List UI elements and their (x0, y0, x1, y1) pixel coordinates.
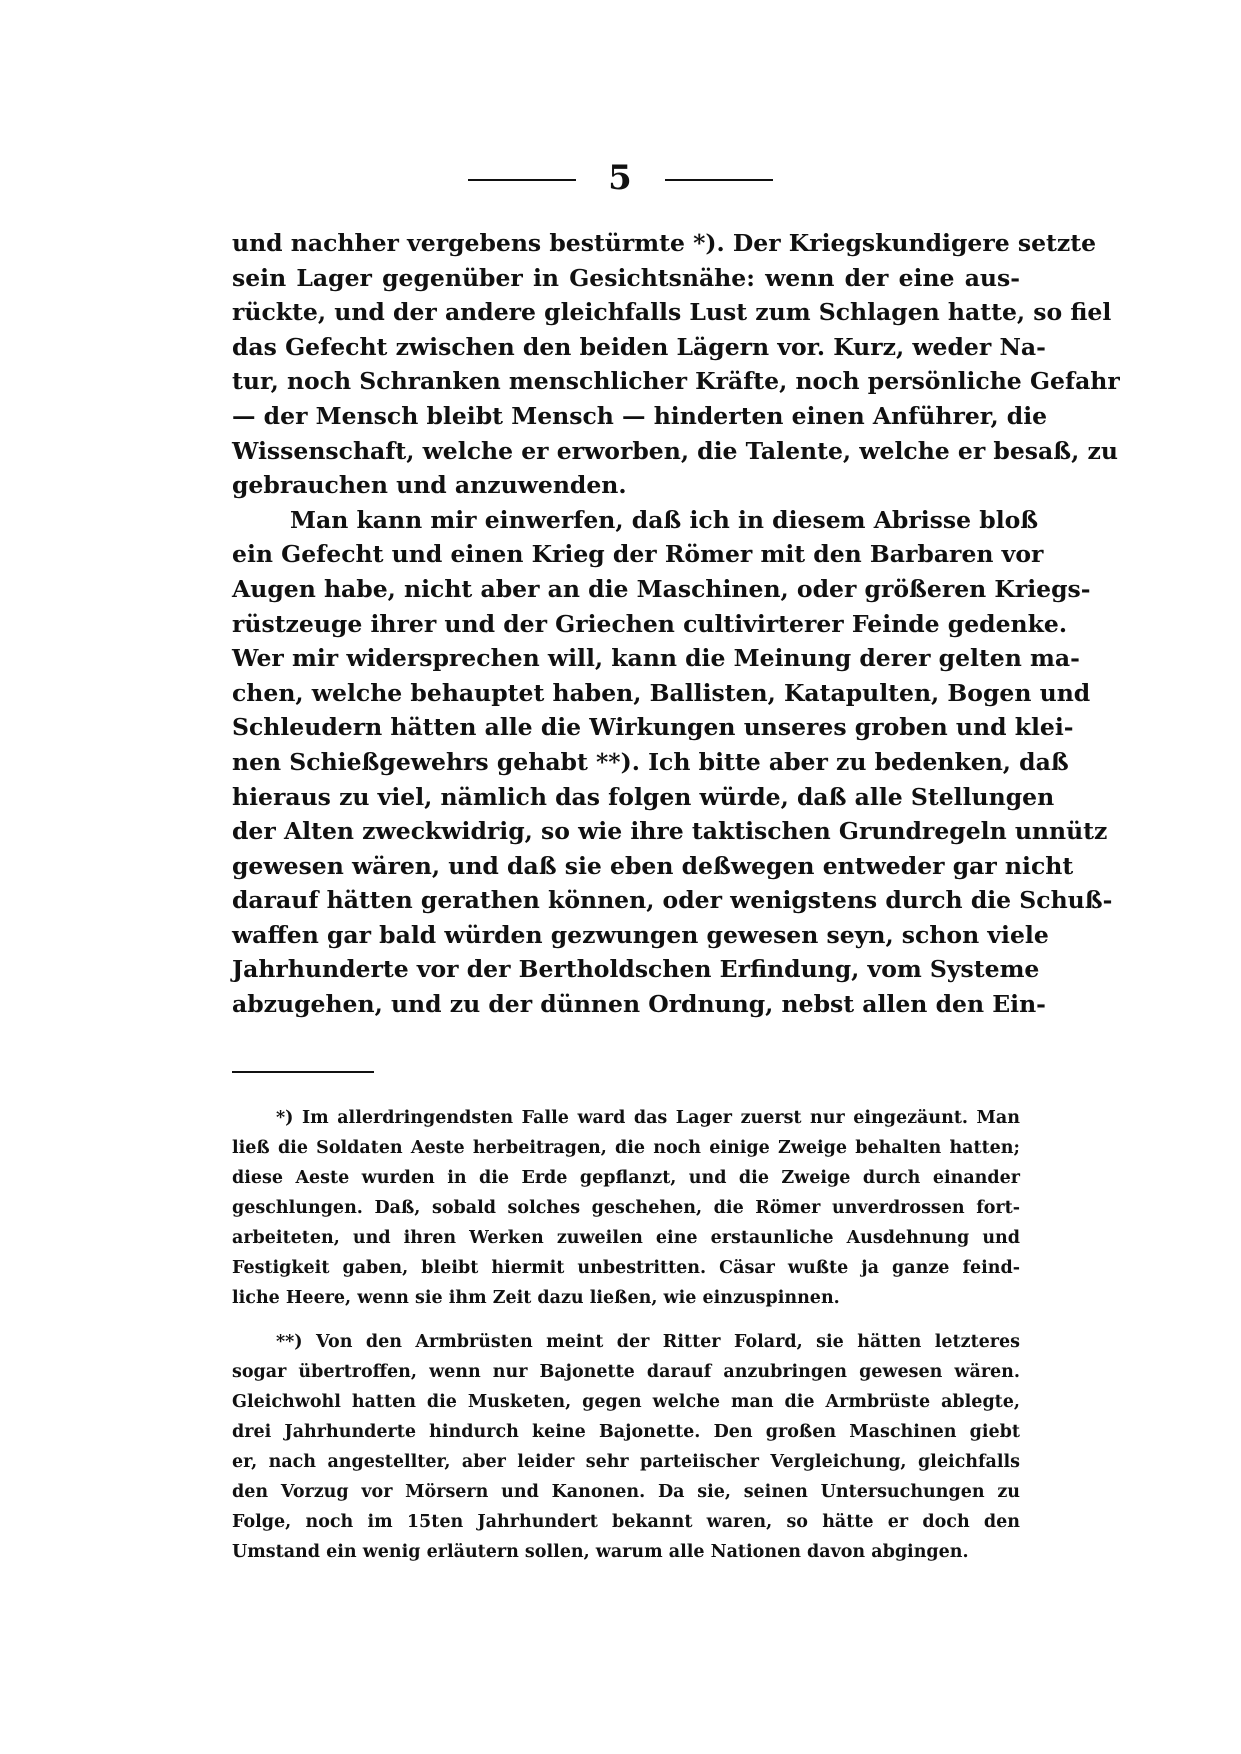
body-line: rüstzeuge ihrer und der Griechen cultivirterer Feinde gedenke. (232, 609, 1068, 638)
body-line: Schleudern hätten alle die Wirkungen unseres groben und klei- (232, 713, 1074, 742)
body-line: Jahrhunderte vor der Bertholdschen Erfindung, vom Systeme (232, 955, 1040, 984)
footnote-line: **) Von den Armbrüsten meint der Ritter Folard, sie hätten letzteres (276, 1332, 1020, 1352)
body-line: gebrauchen und anzuwenden. (232, 471, 627, 500)
page-number: 5 (608, 158, 632, 198)
footnote-line: sogar übertroffen, wenn nur Bajonette darauf anzubringen gewesen wären. (232, 1362, 1020, 1382)
header-rule-right (665, 179, 773, 181)
footnote-line: drei Jahrhunderte hindurch keine Bajonette. Den großen Maschinen giebt (232, 1422, 1020, 1442)
footnote-line: Folge, noch im 15ten Jahrhundert bekannt waren, so hätte er doch den (232, 1512, 1020, 1532)
body-line: und nachher vergebens bestürmte *). Der Kriegskundigere setzte (232, 229, 1097, 257)
body-line: Man kann mir einwerfen, daß ich in diesem Abrisse bloß (290, 505, 1039, 534)
footnote-line: Umstand ein wenig erläutern sollen, warum alle Nationen davon abgingen. (232, 1542, 969, 1562)
footnote-rule (232, 1071, 374, 1073)
footnote-line: arbeiteten, und ihren Werken zuweilen eine erstaunliche Ausdehnung und (232, 1228, 1020, 1248)
body-line: das Gefecht zwischen den beiden Lägern vor. Kurz, weder Na- (232, 332, 1046, 361)
body-line: Wissenschaft, welche er erworben, die Talente, welche er besaß, zu (232, 436, 1118, 465)
body-line: rückte, und der andere gleichfalls Lust zum Schlagen hatte, so fiel (232, 298, 1112, 327)
footnote-line: geschlungen. Daß, sobald solches geschehen, die Römer unverdrossen fort- (232, 1198, 1020, 1218)
footnotes (232, 1103, 1020, 1567)
footnote-line: den Vorzug vor Mörsern und Kanonen. Da sie, seinen Untersuchungen zu (232, 1482, 1020, 1502)
footnote-line: Gleichwohl hatten die Musketen, gegen welche man die Armbrüste ablegte, (232, 1392, 1020, 1412)
body-text (232, 226, 1120, 1022)
body-line: der Alten zweckwidrig, so wie ihre taktischen Grundregeln unnütz (232, 817, 1108, 846)
footnote-line: diese Aeste wurden in die Erde gepflanzt, und die Zweige durch einander (232, 1168, 1020, 1188)
body-line: Augen habe, nicht aber an die Maschinen, oder größeren Kriegs- (232, 574, 1091, 603)
body-line: waffen gar bald würden gezwungen gewesen seyn, schon viele (232, 920, 1049, 949)
body-line: darauf hätten gerathen können, oder wenigstens durch die Schuß- (232, 886, 1113, 915)
footnote-line: ließ die Soldaten Aeste herbeitragen, die noch einige Zweige behalten hatten; (232, 1138, 1020, 1158)
body-line: ein Gefecht und einen Krieg der Römer mit den Barbaren vor (232, 540, 1044, 569)
body-line: sein Lager gegenüber in Gesichtsnähe: wenn der eine aus- (232, 263, 1020, 292)
body-line: gewesen wären, und daß sie eben deßwegen entweder gar nicht (232, 851, 1074, 880)
body-line: chen, welche behauptet haben, Ballisten, Katapulten, Bogen und (232, 678, 1091, 707)
page-header (0, 158, 1241, 198)
body-line: abzugehen, und zu der dünnen Ordnung, nebst allen den Ein- (232, 990, 1046, 1019)
body-line: hieraus zu viel, nämlich das folgen würde, daß alle Stellungen (232, 782, 1055, 811)
footnote-line: liche Heere, wenn sie ihm Zeit dazu ließen, wie einzuspinnen. (232, 1288, 840, 1308)
footnote-line: er, nach angestellter, aber leider sehr parteiischer Vergleichung, gleichfalls (232, 1452, 1020, 1472)
footnote-gap (232, 1313, 1020, 1327)
footnote-line: Festigkeit gaben, bleibt hiermit unbestritten. Cäsar wußte ja ganze feind- (232, 1258, 1020, 1278)
body-line: Wer mir widersprechen will, kann die Meinung derer gelten ma- (232, 644, 1080, 673)
footnote-line: *) Im allerdringendsten Falle ward das Lager zuerst nur eingezäunt. Man (276, 1108, 1020, 1128)
body-line: nen Schießgewehrs gehabt **). Ich bitte aber zu bedenken, daß (232, 747, 1069, 776)
body-line: — der Mensch bleibt Mensch — hinderten einen Anführer, die (232, 401, 1048, 430)
header-rule-left (468, 179, 576, 181)
body-line: tur, noch Schranken menschlicher Kräfte, noch persönliche Gefahr (232, 367, 1120, 396)
